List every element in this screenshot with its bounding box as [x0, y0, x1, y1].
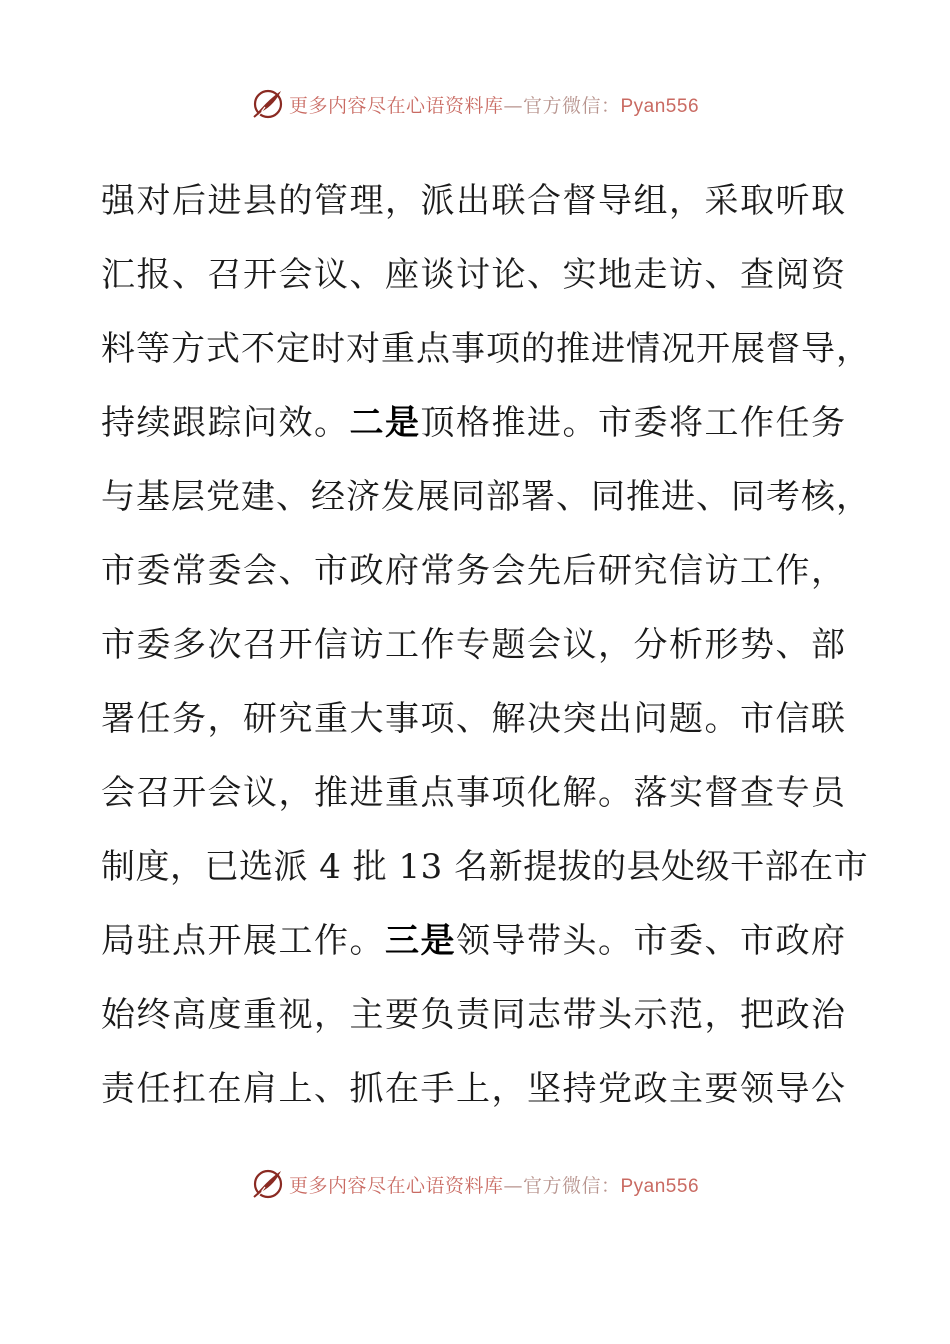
- text-line: [101, 164, 871, 238]
- text-line: [101, 386, 871, 460]
- watermark-dash: —: [503, 1174, 523, 1197]
- text-line: [101, 978, 871, 1052]
- header-watermark: [0, 84, 950, 124]
- quill-pen-logo-icon: [251, 1167, 285, 1201]
- watermark-main-text: 更多内容尽在心语资料库: [288, 1174, 504, 1197]
- text-line: [101, 756, 871, 830]
- line-segment: 会召开会议，推进重点事项化解。落实督查专员: [101, 773, 847, 813]
- quill-pen-logo-icon: [251, 87, 285, 121]
- watermark-wechat-id: Pyan556: [620, 95, 700, 117]
- line-segment: 料等方式不定时对重点事项的推进情况开展督导，: [101, 329, 871, 369]
- text-line: [101, 312, 871, 386]
- line-segment: 领导带头。市委、市政府: [456, 921, 847, 961]
- bold-keyword: 二是: [349, 403, 421, 443]
- line-segment: 市委常委会、市政府常务会先后研究信访工作，: [101, 551, 847, 591]
- text-line: [101, 238, 871, 312]
- bold-keyword: 三是: [385, 921, 456, 961]
- text-line: [101, 904, 871, 978]
- line-segment: 顶格推进。市委将工作任务: [420, 403, 847, 443]
- text-line: [101, 682, 871, 756]
- footer-watermark: [0, 1164, 950, 1204]
- line-segment: 强对后进县的管理，派出联合督导组，采取听取: [101, 181, 847, 221]
- line-segment: 持续跟踪问效。: [101, 403, 350, 443]
- text-line: [101, 534, 871, 608]
- text-line: [101, 608, 871, 682]
- watermark-main-text: 更多内容尽在心语资料库: [288, 94, 504, 117]
- line-segment: 局驻点开展工作。: [101, 921, 385, 961]
- text-line: [101, 460, 871, 534]
- watermark-text: [289, 1171, 699, 1198]
- text-line: [101, 1052, 871, 1126]
- line-segment: 汇报、召开会议、座谈讨论、实地走访、查阅资: [101, 255, 847, 295]
- line-segment: 责任扛在肩上、抓在手上，坚持党政主要领导公: [101, 1069, 847, 1109]
- line-segment: 始终高度重视，主要负责同志带头示范，把政治: [101, 995, 847, 1035]
- watermark-wechat-label: 官方微信：: [522, 1174, 621, 1197]
- watermark-wechat-id: Pyan556: [620, 1175, 700, 1197]
- line-segment: 与基层党建、经济发展同部署、同推进、同考核，: [101, 477, 871, 517]
- watermark-wechat-label: 官方微信：: [522, 94, 621, 117]
- watermark-dash: —: [503, 94, 523, 117]
- line-segment: 署任务，研究重大事项、解决突出问题。市信联: [101, 699, 847, 739]
- text-line: [101, 830, 871, 904]
- watermark-text: [289, 91, 699, 118]
- line-segment: 市委多次召开信访工作专题会议，分析形势、部: [101, 625, 847, 665]
- line-segment: 制度，已选派 4 批 13 名新提拔的县处级干部在市: [101, 847, 869, 887]
- document-body: [101, 164, 871, 1126]
